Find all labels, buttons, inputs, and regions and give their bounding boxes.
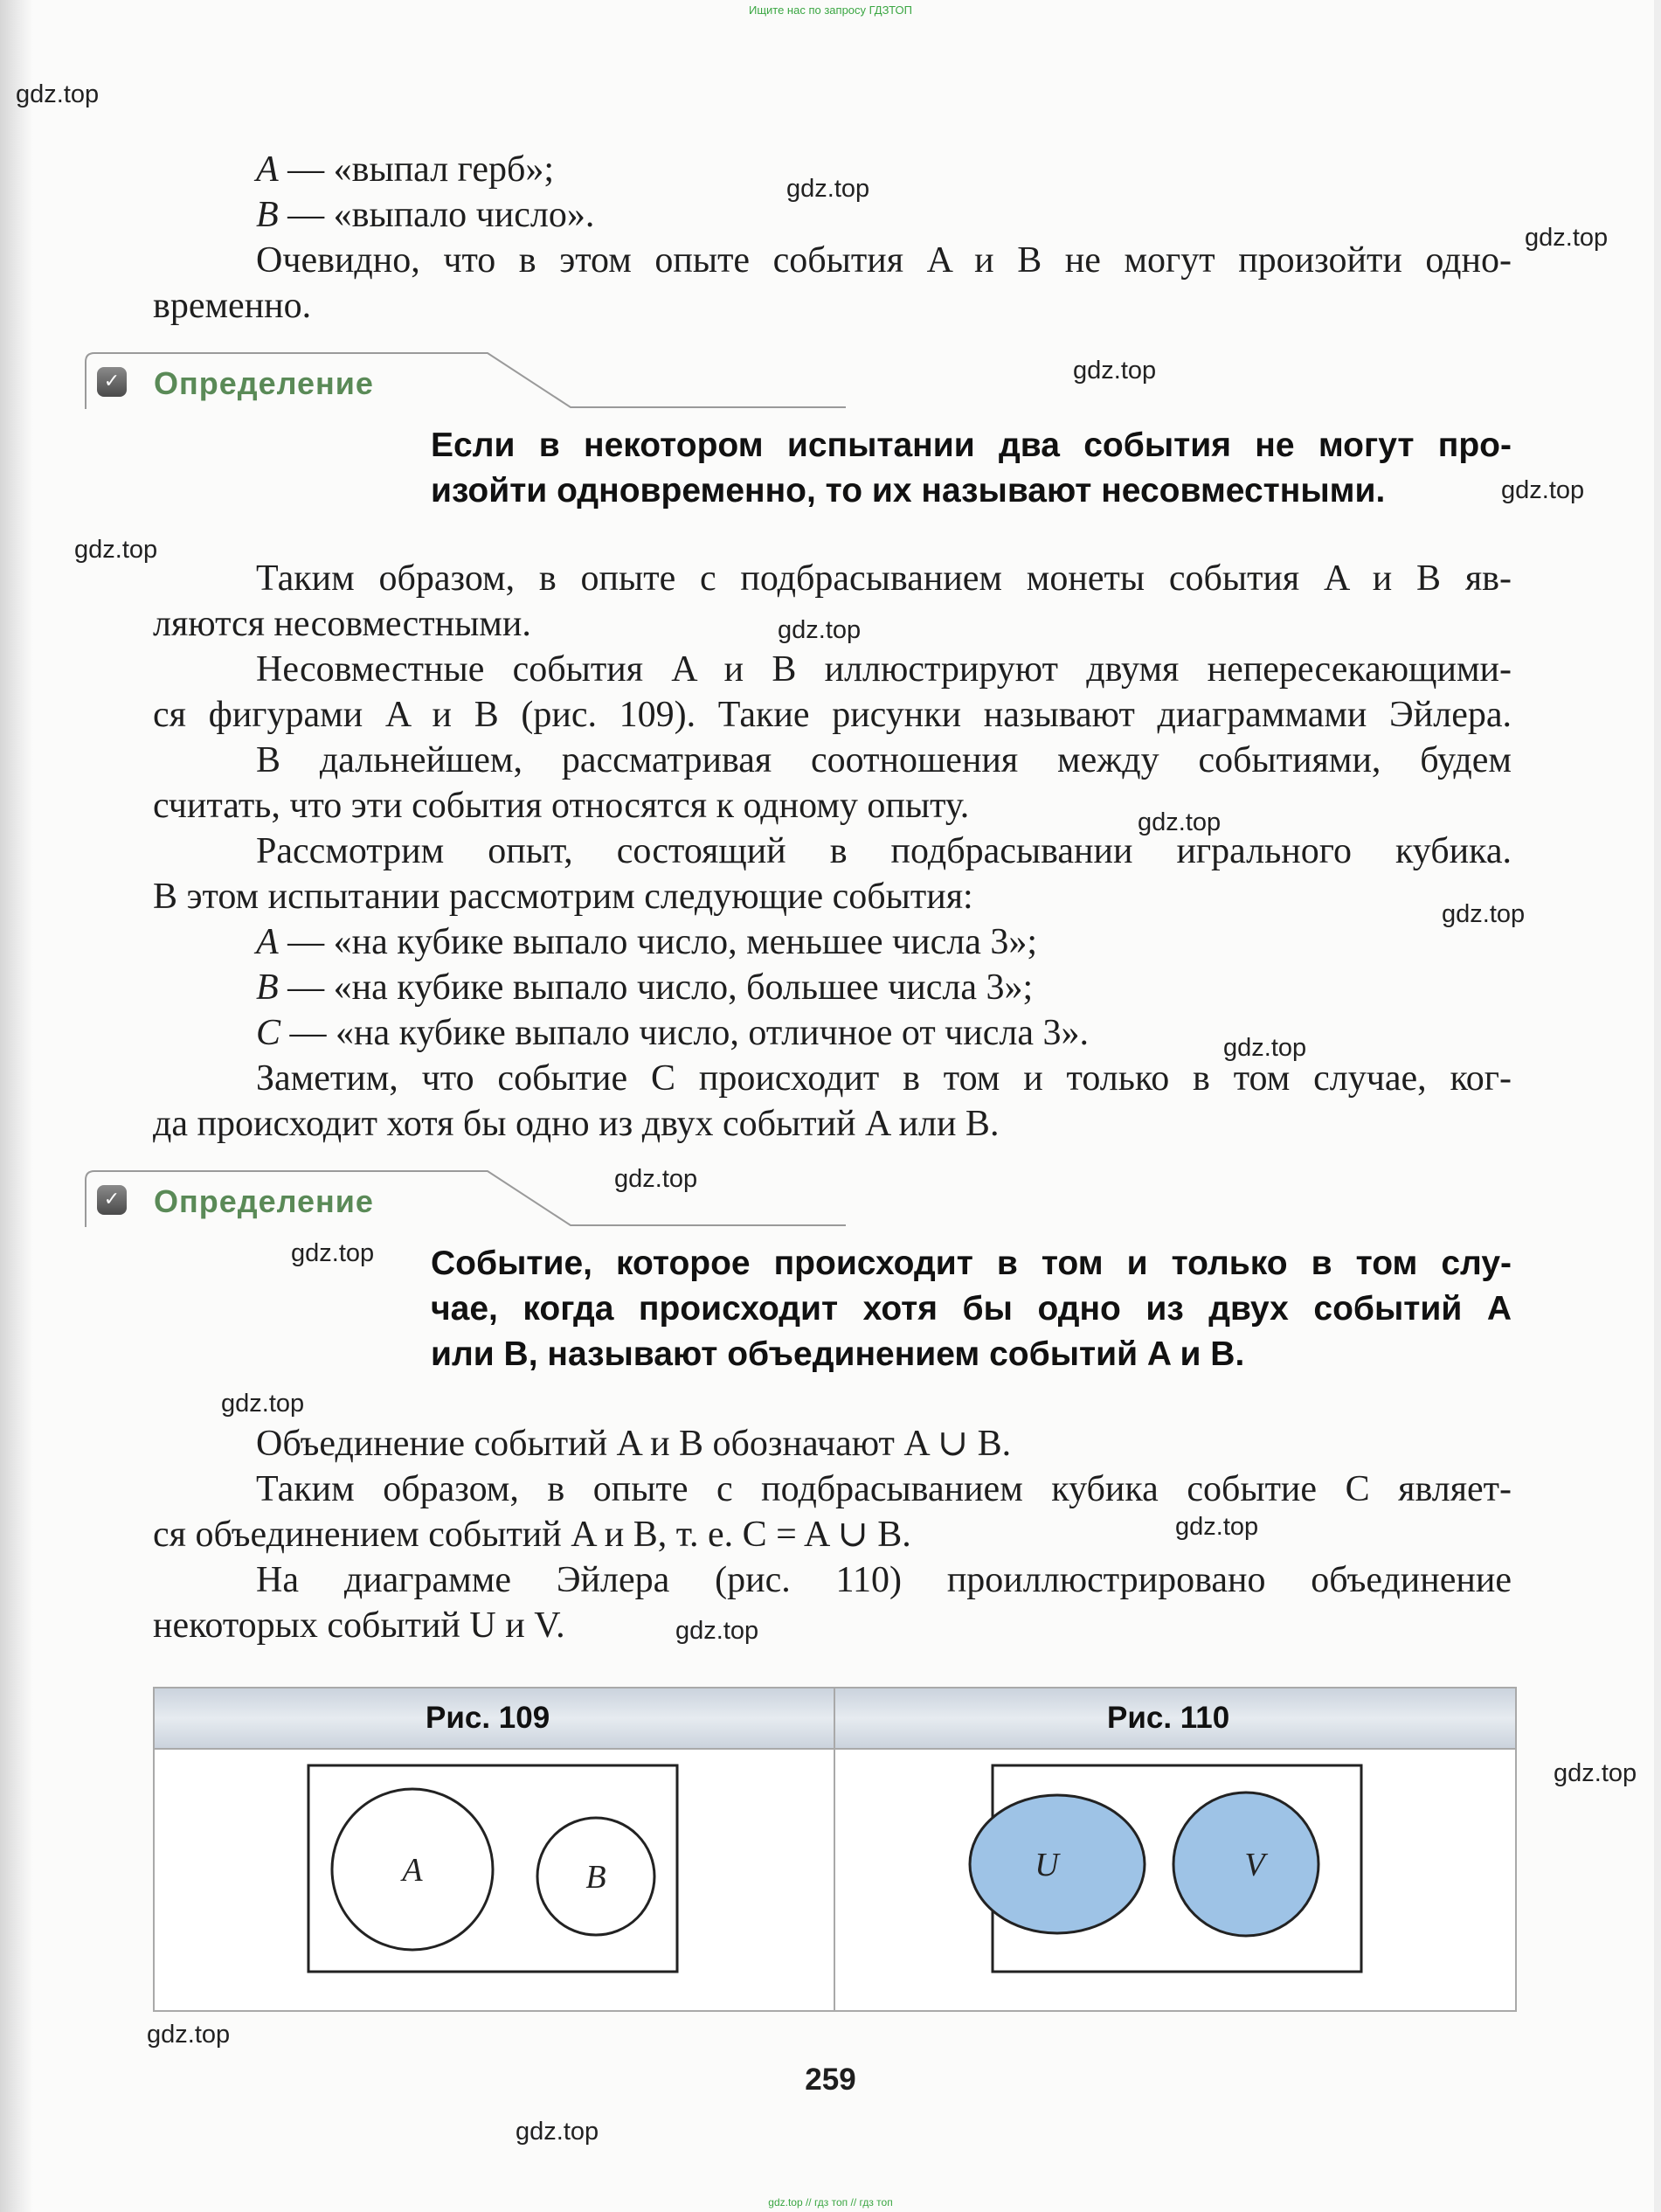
text-line: ся фигурами A и B (рис. 109). Такие рисунки называют диаграммами Эйлера.: [153, 695, 1512, 735]
page-fold-shadow: [0, 0, 33, 2212]
event-b-coin: B — «выпало число».: [256, 195, 595, 235]
text-line: Несовместные события A и B иллюстрируют двумя непересекающими-: [256, 649, 1512, 690]
top-banner: Ищите нас по запросу ГДЗТОП: [748, 3, 912, 17]
set-v-label: V: [1244, 1847, 1265, 1883]
checkmark-icon: ✓: [97, 1185, 127, 1215]
text-line: В этом испытании рассмотрим следующие события:: [153, 877, 973, 917]
text-line: временно.: [153, 286, 312, 326]
euler-diagram-disjoint: [155, 1748, 834, 2010]
watermark: gdz.top: [147, 2021, 231, 2049]
event-a-die: A — «на кубике выпало число, меньшее числа 3»;: [256, 922, 1038, 962]
watermark: gdz.top: [291, 1239, 375, 1267]
watermark: gdz.top: [786, 175, 870, 203]
text-line: В дальнейшем, рассматривая соотношения между событиями, будем: [256, 740, 1512, 780]
set-b-label: B: [585, 1859, 606, 1896]
watermark: gdz.top: [778, 616, 862, 644]
text-line: считать, что эти события относятся к одному опыту.: [153, 786, 970, 826]
watermark: gdz.top: [16, 80, 100, 108]
watermark: gdz.top: [1525, 224, 1609, 252]
event-c-die: C — «на кубике выпало число, отличное от числа 3».: [256, 1013, 1090, 1053]
watermark: gdz.top: [516, 2118, 599, 2146]
text-line: Таким образом, в опыте с подбрасыванием кубика событие C являет-: [256, 1469, 1512, 1509]
checkmark-icon: ✓: [97, 367, 127, 397]
text-line: ся объединением событий A и B, т. е. C = A ∪ B.: [153, 1515, 911, 1555]
set-a-label: A: [402, 1852, 423, 1889]
text-line: ляются несовместными.: [153, 604, 531, 644]
figures-table: [153, 1687, 1517, 2012]
bottom-banner: gdz.top // гдз топ // гдз топ: [768, 2196, 893, 2209]
page-number: 259: [805, 2063, 856, 2097]
definition-text: Если в некотором испытании два события не могут про-: [431, 426, 1512, 464]
page-edge: [1654, 0, 1661, 2212]
watermark: gdz.top: [1073, 357, 1157, 385]
definition-title: Определение: [154, 365, 374, 401]
fig109-caption: Рис. 109: [426, 1701, 550, 1735]
definition-text: или B, называют объединением событий A и B.: [431, 1335, 1245, 1373]
definition-header: [77, 1168, 846, 1229]
text-line: Заметим, что событие C происходит в том и только в том случае, ког-: [256, 1058, 1512, 1099]
watermark: gdz.top: [675, 1617, 759, 1645]
watermark: gdz.top: [1442, 900, 1526, 928]
watermark: gdz.top: [1223, 1034, 1307, 1062]
text-line: На диаграмме Эйлера (рис. 110) проиллюстрировано объединение: [256, 1560, 1512, 1600]
text-line: да происходит хотя бы одно из двух событий A или B.: [153, 1104, 1000, 1144]
text-line: Очевидно, что в этом опыте события A и B не могут произойти одно-: [256, 240, 1512, 281]
definition-text: изойти одновременно, то их называют несовместными.: [431, 472, 1386, 510]
watermark: gdz.top: [614, 1165, 698, 1193]
definition-header: [77, 350, 846, 411]
watermark: gdz.top: [1554, 1759, 1637, 1787]
fig110-caption: Рис. 110: [1107, 1701, 1230, 1735]
definition-title: Определение: [154, 1183, 374, 1219]
watermark: gdz.top: [221, 1390, 305, 1418]
event-b-die: B — «на кубике выпало число, большее числа 3»;: [256, 967, 1034, 1008]
watermark: gdz.top: [1175, 1513, 1259, 1541]
event-a-coin: A — «выпал герб»;: [256, 149, 555, 190]
watermark: gdz.top: [1138, 808, 1222, 836]
watermark: gdz.top: [1501, 476, 1585, 504]
watermark: gdz.top: [74, 536, 158, 564]
set-u-label: U: [1035, 1847, 1059, 1883]
definition-text: Событие, которое происходит в том и только в том слу-: [431, 1245, 1512, 1282]
text-line: Рассмотрим опыт, состоящий в подбрасывании игрального кубика.: [256, 831, 1512, 871]
definition-text: чае, когда происходит хотя бы одно из двух событий A: [431, 1290, 1512, 1328]
text-line: некоторых событий U и V.: [153, 1605, 565, 1646]
text-line: Таким образом, в опыте с подбрасыванием монеты события A и B яв-: [256, 558, 1512, 599]
euler-diagram-union: [835, 1748, 1513, 2010]
text-line: Объединение событий A и B обозначают A ∪ B.: [256, 1424, 1012, 1464]
